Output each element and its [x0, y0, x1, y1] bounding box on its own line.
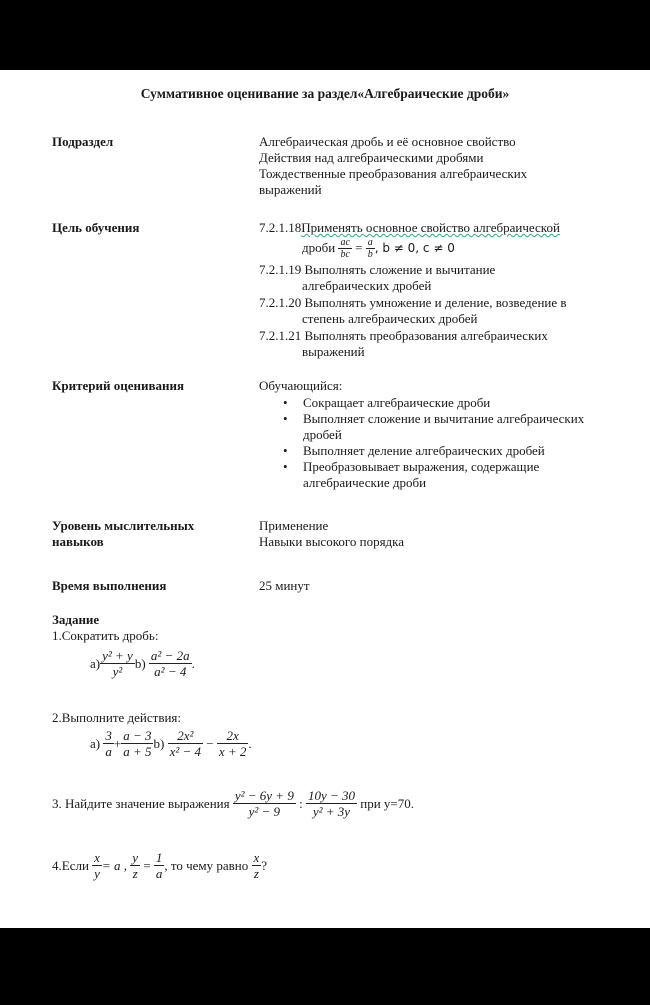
fraction: $\frac{1}{a}$ [155, 850, 163, 881]
fraction: $\frac{x}{y}$ [94, 850, 100, 881]
subsection-line: Тождественные преобразования алгебраических [259, 166, 528, 181]
fraction: $\frac{3}{a}$ [105, 728, 112, 759]
criteria-item: • Сокращает алгебраические дроби [259, 395, 584, 411]
criteria-item: • Выполняет сложение и вычитание алгебраических дробей [259, 411, 584, 443]
fraction: $\frac{\text{2x²}}{\text{x² − 4}}$ [169, 728, 202, 759]
subsection-label: Подраздел [52, 134, 114, 149]
fraction: $\frac{ac}{bc}$ [340, 236, 350, 260]
subsection-value [259, 134, 527, 198]
criteria-item: • Преобразовывает выражения, содержащие алгебраические дроби [259, 459, 584, 491]
skills-value: Применение Навыки высокого порядка [259, 518, 405, 549]
objective-item-cont: выражений [302, 344, 365, 359]
time-label: Время выполнения [52, 578, 167, 593]
subsection-line: выражений [259, 182, 322, 197]
task1-title: 1.Сократить дробь: [52, 628, 159, 643]
task-heading: Задание [52, 612, 100, 627]
fraction: $\frac{\text{y² + y}}{\text{y²}}$ [102, 648, 133, 679]
fraction: $\frac{10y - 30}{\text{y² + 3y}}$ [307, 788, 355, 819]
task2-expression: а) $\frac{3}{a}$ + $\frac{a - 3}{a + 5}$ b) $\frac{\text{2x²}}{\text{x² − 4}}$ − $\frac{2x}{x + 2}$ . [90, 728, 252, 759]
subsection-line: Действия над алгебраическими дробями [259, 150, 484, 165]
fraction: $\frac{a}{b}$ [367, 236, 373, 260]
fraction: $\frac{\text{y² − 6y + 9}}{\text{y² − 9}}$ [234, 788, 294, 819]
task1-expression: а) $\frac{\text{y² + y}}{\text{y²}}$ b) $\frac{\text{a² − 2a}}{\text{a² − 4}}$ . [90, 648, 195, 679]
criteria-block [259, 378, 584, 491]
document-title: Суммативное оценивание за раздел«Алгебраические дроби» [140, 86, 510, 101]
task4-expression: 4.Если $\frac{x}{y}$ = a , $\frac{y}{z}$ = $\frac{1}{a}$ , то чему равно $\frac{x}{z}$ ? [52, 850, 268, 881]
fraction: $\frac{a - 3}{a + 5}$ [123, 728, 152, 759]
criteria-label: Критерий оценивания [52, 378, 185, 393]
objective-item: 7.2.1.19 Выполнять сложение и вычитание [259, 262, 496, 277]
subsection-line: Алгебраическая дробь и её основное свойство [259, 134, 516, 149]
task2-title: 2.Выполните действия: [52, 710, 182, 725]
objectives-label: Цель обучения [52, 220, 140, 235]
criteria-list [259, 395, 584, 491]
objective-item-cont: алгебраических дробей [302, 278, 432, 293]
objective-item-cont: степень алгебраических дробей [302, 311, 478, 326]
time-value: 25 минут [259, 578, 310, 593]
criteria-item: • Выполняет деление алгебраических дробей [259, 443, 584, 459]
fraction: $\frac{\text{a² − 2a}}{\text{a² − 4}}$ [150, 648, 190, 679]
objective-item: 7.2.1.20 Выполнять умножение и деление, возведение в [259, 295, 567, 310]
objective-item: 7.2.1.21 Выполнять преобразования алгебраических [259, 328, 548, 343]
fraction: $\frac{x}{z}$ [253, 850, 260, 881]
objectives-list [259, 220, 567, 360]
objective-item: 7.2.1.18Применять основное свойство алгебраической [259, 220, 560, 235]
fraction: $\frac{y}{z}$ [132, 850, 138, 881]
fraction: $\frac{2x}{x + 2}$ [218, 728, 247, 759]
task3-expression: 3. Найдите значение выражения $\frac{\text{y² − 6y + 9}}{\text{y² − 9}}$ : $\frac{10y - 30}{\text{y² + 3y}}$ при y=70. [52, 788, 414, 819]
criteria-intro: Обучающийся: [259, 378, 343, 393]
skills-label: Уровень мыслительных навыков [52, 518, 195, 549]
document-page [0, 70, 650, 928]
objective-formula-line: дроби $\frac{ac}{bc}$ = $\frac{a}{b}$ , b ≠ 0, c ≠ 0 [302, 236, 455, 260]
